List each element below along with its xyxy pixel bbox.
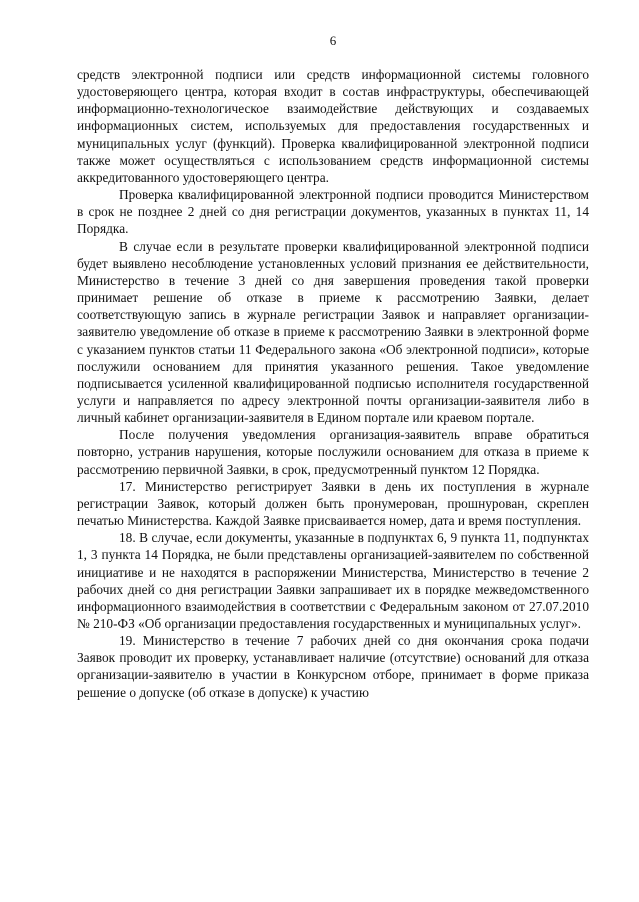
- paragraph-rejection-notice: В случае если в результате проверки квалифицированной электронной подписи будет выявлено несоблюдение установленных условий признания ее действительности, Министерство в течение 3 дней со дня завершения проведения такой проверки принимает решение об отказе в приеме к рассмотрению Заявки, делает соответствующую запись в журнале регистрации Заявок и направляет организации-заявителю уведомление об отказе в приеме к рассмотрению Заявки в электронной форме с указанием пунктов статьи 11 Федерального закона «Об электронной подписи», которые послужили основанием для принятия указанного решения. Такое уведомление подписывается усиленной квалифицированной подписью исполнителя государственной услуги и направляется по адресу электронной почты организации-заявителя либо в личный кабинет организации-заявителя в Едином портале или краевом портале.: [77, 238, 589, 426]
- page-number: 6: [329, 33, 337, 48]
- paragraph-continuation: средств электронной подписи или средств информационной системы головного удостоверяющего центра, которая входит в состав инфраструктуры, обеспечивающей информационно-технологическое взаимодействие действующих и создаваемых информационных систем, используемых для предоставления государственных и муниципальных услуг (функций). Проверка квалифицированной электронной подписи также может осуществляться с использованием средств информационной системы аккредитованного удостоверяющего центра.: [77, 67, 589, 185]
- paragraph-19-review: 19. Министерство в течение 7 рабочих дней со дня окончания срока подачи Заявок проводит их проверку, устанавливает наличие (отсутствие) оснований для отказа организации-заявителю в участии в Конкурсном отборе, принимает в форме приказа решение о допуске (об отказе в допуске) к участию: [77, 633, 589, 700]
- paragraph-18-interagency-request: 18. В случае, если документы, указанные в подпунктах 6, 9 пункта 11, подпунктах 1, 3 пункта 14 Порядка, не были представлены организацией-заявителем по собственной инициативе и не находятся в распоряжении Министерства, Министерство в течение 2 рабочих дней со дня регистрации Заявки запрашивает их в порядке межведомственного информационного взаимодействия в соответствии с Федеральным законом от 27.07.2010 № 210-ФЗ «Об организации предоставления государственных и муниципальных услуг».: [77, 530, 589, 631]
- document-body: [77, 66, 589, 701]
- paragraph-resubmission: После получения уведомления организация-заявитель вправе обратиться повторно, устранив нарушения, которые послужили основанием для отказа в приеме к рассмотрению первичной Заявки, в срок, предусмотренный пунктом 12 Порядка.: [77, 427, 589, 477]
- paragraph-17-registration: 17. Министерство регистрирует Заявки в день их поступления в журнале регистрации Заявок, который должен быть пронумерован, прошнурован, скреплен печатью Министерства. Каждой Заявке присваивается номер, дата и время поступления.: [77, 478, 589, 529]
- paragraph-signature-check-deadline: Проверка квалифицированной электронной подписи проводится Министерством в срок не позднее 2 дней со дня регистрации документов, указанных в пунктах 11, 14 Порядка.: [77, 187, 589, 237]
